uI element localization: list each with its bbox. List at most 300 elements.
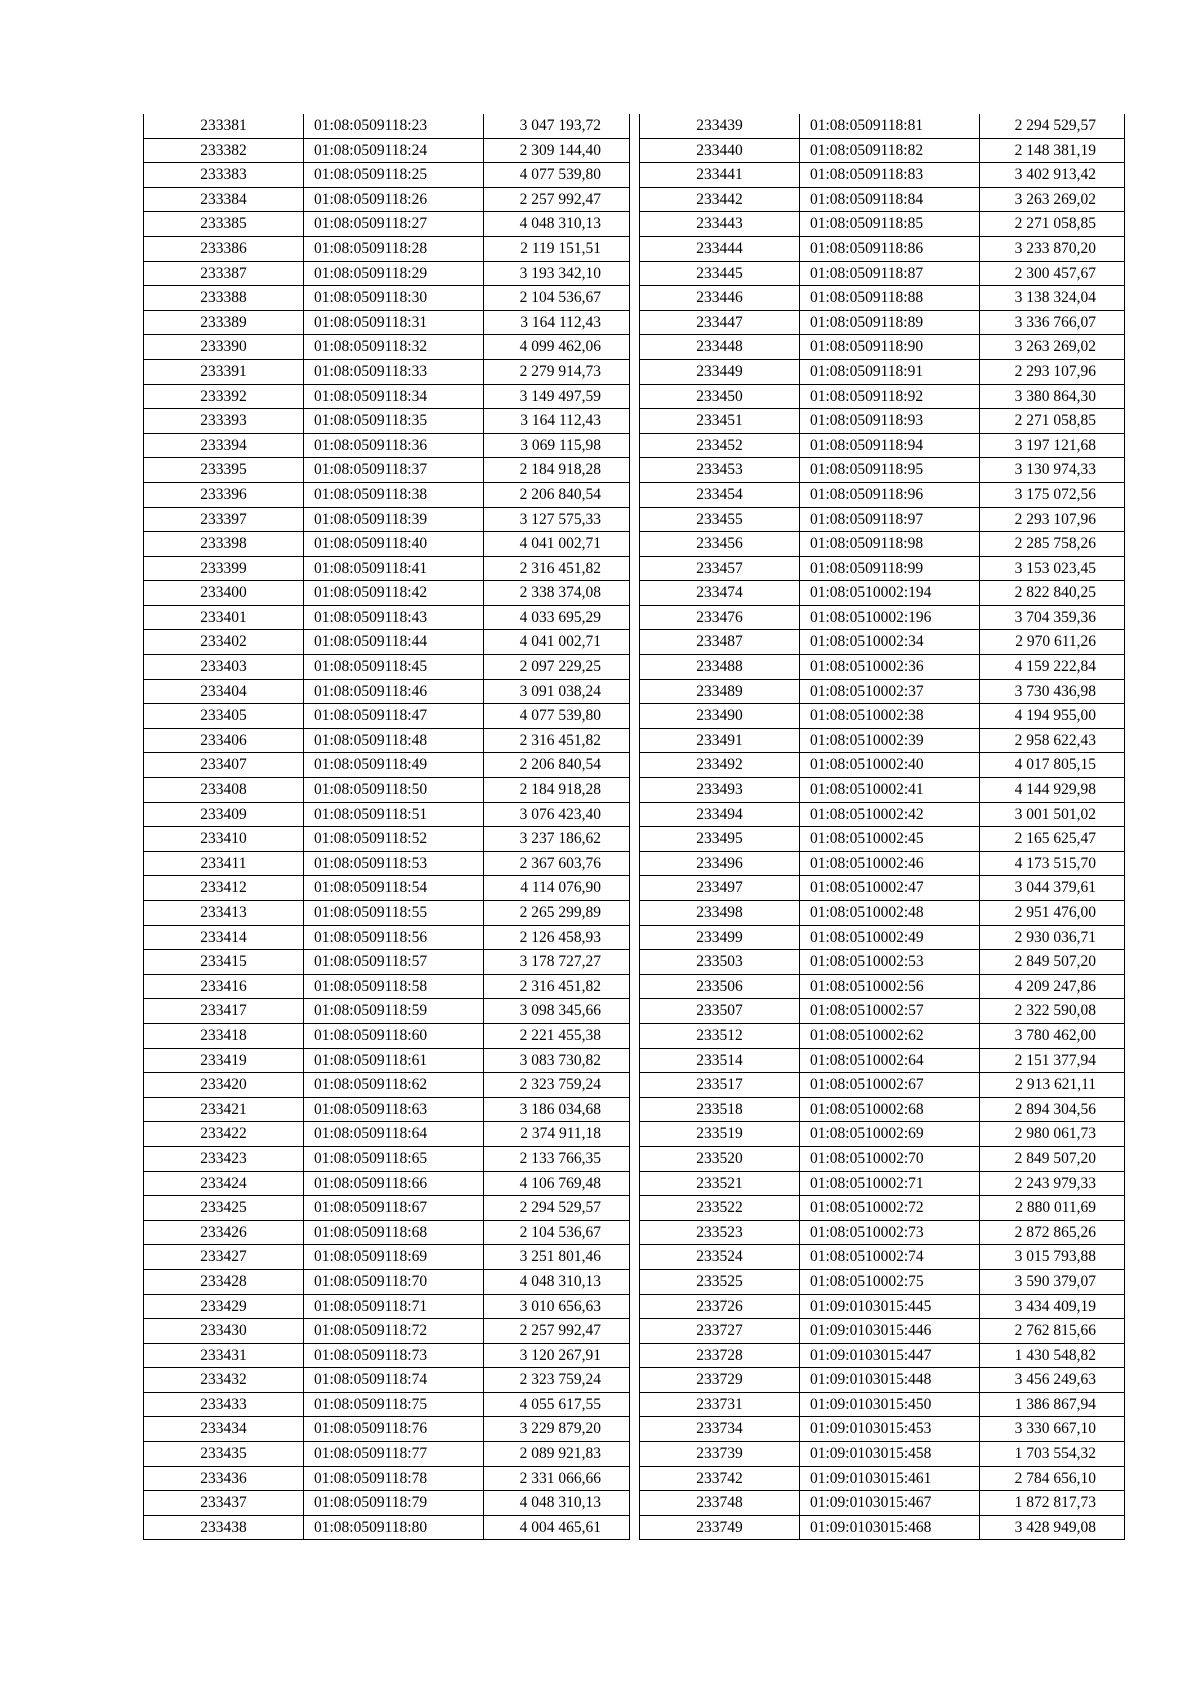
table-row bbox=[640, 1269, 1125, 1294]
table-row bbox=[144, 876, 630, 901]
value-cell: 4 048 310,13 bbox=[484, 1269, 630, 1294]
object-number-cell: 233728 bbox=[640, 1343, 800, 1368]
cadastral-number-cell: 01:08:0509118:51 bbox=[304, 802, 484, 827]
cadastral-number-cell: 01:08:0509118:27 bbox=[304, 212, 484, 237]
cadastre-table-right bbox=[639, 114, 1125, 1540]
table-row bbox=[144, 507, 630, 532]
table-row bbox=[640, 1245, 1125, 1270]
table-row bbox=[144, 1343, 630, 1368]
value-cell: 3 130 974,33 bbox=[980, 458, 1125, 483]
object-number-cell: 233493 bbox=[640, 778, 800, 803]
table-row bbox=[144, 261, 630, 286]
cadastral-number-cell: 01:09:0103015:467 bbox=[800, 1491, 980, 1516]
table-row bbox=[640, 409, 1125, 434]
object-number-cell: 233388 bbox=[144, 286, 304, 311]
table-row bbox=[144, 1491, 630, 1516]
object-number-cell: 233444 bbox=[640, 236, 800, 261]
cadastral-number-cell: 01:08:0509118:75 bbox=[304, 1392, 484, 1417]
value-cell: 2 165 625,47 bbox=[980, 827, 1125, 852]
value-cell: 4 159 222,84 bbox=[980, 655, 1125, 680]
table-row bbox=[144, 1368, 630, 1393]
value-cell: 2 206 840,54 bbox=[484, 753, 630, 778]
cadastral-number-cell: 01:08:0509118:58 bbox=[304, 974, 484, 999]
object-number-cell: 233391 bbox=[144, 359, 304, 384]
object-number-cell: 233522 bbox=[640, 1196, 800, 1221]
value-cell: 3 263 269,02 bbox=[980, 335, 1125, 360]
value-cell: 3 127 575,33 bbox=[484, 507, 630, 532]
cadastral-number-cell: 01:08:0510002:45 bbox=[800, 827, 980, 852]
object-number-cell: 233449 bbox=[640, 359, 800, 384]
table-row bbox=[640, 630, 1125, 655]
cadastral-number-cell: 01:08:0509118:64 bbox=[304, 1122, 484, 1147]
table-row bbox=[144, 163, 630, 188]
cadastral-number-cell: 01:08:0509118:68 bbox=[304, 1220, 484, 1245]
value-cell: 2 257 992,47 bbox=[484, 187, 630, 212]
table-row bbox=[640, 1196, 1125, 1221]
value-cell: 3 780 462,00 bbox=[980, 1023, 1125, 1048]
object-number-cell: 233410 bbox=[144, 827, 304, 852]
value-cell: 2 089 921,83 bbox=[484, 1442, 630, 1467]
value-cell: 2 104 536,67 bbox=[484, 1220, 630, 1245]
object-number-cell: 233437 bbox=[144, 1491, 304, 1516]
value-cell: 2 104 536,67 bbox=[484, 286, 630, 311]
table-row bbox=[640, 114, 1125, 138]
table-row bbox=[640, 1392, 1125, 1417]
object-number-cell: 233421 bbox=[144, 1097, 304, 1122]
cadastral-number-cell: 01:08:0510002:62 bbox=[800, 1023, 980, 1048]
value-cell: 2 293 107,96 bbox=[980, 359, 1125, 384]
value-cell: 2 271 058,85 bbox=[980, 409, 1125, 434]
value-cell: 3 704 359,36 bbox=[980, 605, 1125, 630]
table-row bbox=[640, 704, 1125, 729]
table-row bbox=[640, 507, 1125, 532]
object-number-cell: 233395 bbox=[144, 458, 304, 483]
table-row bbox=[640, 876, 1125, 901]
cadastral-number-cell: 01:08:0510002:75 bbox=[800, 1269, 980, 1294]
cadastral-number-cell: 01:08:0509118:32 bbox=[304, 335, 484, 360]
value-cell: 1 872 817,73 bbox=[980, 1491, 1125, 1516]
table-row bbox=[640, 212, 1125, 237]
table-row bbox=[144, 114, 630, 138]
cadastral-number-cell: 01:08:0510002:37 bbox=[800, 679, 980, 704]
object-number-cell: 233447 bbox=[640, 310, 800, 335]
table-row bbox=[640, 1220, 1125, 1245]
cadastral-number-cell: 01:09:0103015:453 bbox=[800, 1417, 980, 1442]
table-body-left bbox=[144, 114, 630, 1540]
table-row bbox=[144, 851, 630, 876]
object-number-cell: 233424 bbox=[144, 1171, 304, 1196]
value-cell: 2 097 229,25 bbox=[484, 655, 630, 680]
value-cell: 4 048 310,13 bbox=[484, 1491, 630, 1516]
cadastral-number-cell: 01:08:0509118:26 bbox=[304, 187, 484, 212]
value-cell: 4 041 002,71 bbox=[484, 630, 630, 655]
table-row bbox=[144, 1122, 630, 1147]
value-cell: 2 271 058,85 bbox=[980, 212, 1125, 237]
table-row bbox=[640, 1146, 1125, 1171]
object-number-cell: 233383 bbox=[144, 163, 304, 188]
object-number-cell: 233488 bbox=[640, 655, 800, 680]
value-cell: 3 330 667,10 bbox=[980, 1417, 1125, 1442]
table-row bbox=[640, 605, 1125, 630]
table-row bbox=[144, 482, 630, 507]
cadastral-number-cell: 01:08:0510002:194 bbox=[800, 581, 980, 606]
object-number-cell: 233416 bbox=[144, 974, 304, 999]
object-number-cell: 233405 bbox=[144, 704, 304, 729]
object-number-cell: 233443 bbox=[640, 212, 800, 237]
object-number-cell: 233413 bbox=[144, 901, 304, 926]
object-number-cell: 233430 bbox=[144, 1319, 304, 1344]
cadastral-number-cell: 01:09:0103015:445 bbox=[800, 1294, 980, 1319]
value-cell: 2 126 458,93 bbox=[484, 925, 630, 950]
table-row bbox=[640, 482, 1125, 507]
cadastral-number-cell: 01:08:0509118:79 bbox=[304, 1491, 484, 1516]
cadastral-number-cell: 01:09:0103015:447 bbox=[800, 1343, 980, 1368]
value-cell: 2 294 529,57 bbox=[484, 1196, 630, 1221]
table-row bbox=[144, 1294, 630, 1319]
table-row bbox=[144, 1442, 630, 1467]
value-cell: 4 033 695,29 bbox=[484, 605, 630, 630]
cadastral-number-cell: 01:08:0509118:61 bbox=[304, 1048, 484, 1073]
cadastral-number-cell: 01:08:0510002:64 bbox=[800, 1048, 980, 1073]
object-number-cell: 233415 bbox=[144, 950, 304, 975]
cadastral-number-cell: 01:08:0510002:69 bbox=[800, 1122, 980, 1147]
cadastral-number-cell: 01:09:0103015:458 bbox=[800, 1442, 980, 1467]
cadastral-number-cell: 01:08:0510002:34 bbox=[800, 630, 980, 655]
cadastral-number-cell: 01:08:0509118:25 bbox=[304, 163, 484, 188]
object-number-cell: 233420 bbox=[144, 1073, 304, 1098]
table-row bbox=[640, 556, 1125, 581]
table-row bbox=[144, 1269, 630, 1294]
value-cell: 3 233 870,20 bbox=[980, 236, 1125, 261]
value-cell: 2 243 979,33 bbox=[980, 1171, 1125, 1196]
value-cell: 1 703 554,32 bbox=[980, 1442, 1125, 1467]
value-cell: 4 209 247,86 bbox=[980, 974, 1125, 999]
object-number-cell: 233390 bbox=[144, 335, 304, 360]
cadastral-number-cell: 01:08:0510002:42 bbox=[800, 802, 980, 827]
value-cell: 2 849 507,20 bbox=[980, 950, 1125, 975]
value-cell: 2 822 840,25 bbox=[980, 581, 1125, 606]
value-cell: 3 069 115,98 bbox=[484, 433, 630, 458]
value-cell: 2 133 766,35 bbox=[484, 1146, 630, 1171]
value-cell: 4 041 002,71 bbox=[484, 532, 630, 557]
value-cell: 2 880 011,69 bbox=[980, 1196, 1125, 1221]
cadastral-number-cell: 01:08:0509118:81 bbox=[800, 114, 980, 138]
object-number-cell: 233503 bbox=[640, 950, 800, 975]
table-row bbox=[640, 1491, 1125, 1516]
value-cell: 2 970 611,26 bbox=[980, 630, 1125, 655]
object-number-cell: 233517 bbox=[640, 1073, 800, 1098]
table-row bbox=[144, 704, 630, 729]
object-number-cell: 233452 bbox=[640, 433, 800, 458]
table-row bbox=[640, 827, 1125, 852]
cadastral-number-cell: 01:08:0509118:88 bbox=[800, 286, 980, 311]
object-number-cell: 233398 bbox=[144, 532, 304, 557]
value-cell: 3 590 379,07 bbox=[980, 1269, 1125, 1294]
object-number-cell: 233731 bbox=[640, 1392, 800, 1417]
table-row bbox=[144, 556, 630, 581]
object-number-cell: 233411 bbox=[144, 851, 304, 876]
cadastral-number-cell: 01:08:0509118:77 bbox=[304, 1442, 484, 1467]
object-number-cell: 233448 bbox=[640, 335, 800, 360]
cadastral-number-cell: 01:08:0510002:56 bbox=[800, 974, 980, 999]
value-cell: 2 338 374,08 bbox=[484, 581, 630, 606]
table-row bbox=[640, 310, 1125, 335]
cadastral-number-cell: 01:08:0509118:50 bbox=[304, 778, 484, 803]
table-row bbox=[640, 138, 1125, 163]
value-cell: 2 294 529,57 bbox=[980, 114, 1125, 138]
object-number-cell: 233455 bbox=[640, 507, 800, 532]
cadastral-number-cell: 01:08:0509118:73 bbox=[304, 1343, 484, 1368]
cadastral-number-cell: 01:08:0509118:40 bbox=[304, 532, 484, 557]
object-number-cell: 233393 bbox=[144, 409, 304, 434]
object-number-cell: 233519 bbox=[640, 1122, 800, 1147]
table-row bbox=[144, 1466, 630, 1491]
table-row bbox=[144, 1048, 630, 1073]
value-cell: 4 004 465,61 bbox=[484, 1515, 630, 1540]
table-row bbox=[640, 851, 1125, 876]
value-cell: 2 316 451,82 bbox=[484, 728, 630, 753]
value-cell: 2 331 066,66 bbox=[484, 1466, 630, 1491]
object-number-cell: 233404 bbox=[144, 679, 304, 704]
table-row bbox=[144, 901, 630, 926]
table-row bbox=[144, 950, 630, 975]
object-number-cell: 233428 bbox=[144, 1269, 304, 1294]
cadastral-number-cell: 01:08:0510002:57 bbox=[800, 999, 980, 1024]
value-cell: 2 293 107,96 bbox=[980, 507, 1125, 532]
object-number-cell: 233441 bbox=[640, 163, 800, 188]
table-row bbox=[144, 433, 630, 458]
cadastral-number-cell: 01:08:0509118:44 bbox=[304, 630, 484, 655]
object-number-cell: 233401 bbox=[144, 605, 304, 630]
table-row bbox=[144, 778, 630, 803]
cadastral-number-cell: 01:08:0509118:30 bbox=[304, 286, 484, 311]
object-number-cell: 233434 bbox=[144, 1417, 304, 1442]
cadastral-number-cell: 01:09:0103015:468 bbox=[800, 1515, 980, 1540]
cadastral-number-cell: 01:08:0509118:62 bbox=[304, 1073, 484, 1098]
cadastral-number-cell: 01:08:0509118:71 bbox=[304, 1294, 484, 1319]
cadastral-number-cell: 01:08:0509118:33 bbox=[304, 359, 484, 384]
table-row bbox=[144, 753, 630, 778]
cadastral-number-cell: 01:08:0509118:69 bbox=[304, 1245, 484, 1270]
value-cell: 3 434 409,19 bbox=[980, 1294, 1125, 1319]
object-number-cell: 233457 bbox=[640, 556, 800, 581]
cadastral-number-cell: 01:08:0509118:80 bbox=[304, 1515, 484, 1540]
cadastral-number-cell: 01:08:0509118:95 bbox=[800, 458, 980, 483]
value-cell: 2 221 455,38 bbox=[484, 1023, 630, 1048]
object-number-cell: 233498 bbox=[640, 901, 800, 926]
table-row bbox=[144, 1220, 630, 1245]
object-number-cell: 233403 bbox=[144, 655, 304, 680]
cadastral-number-cell: 01:08:0509118:38 bbox=[304, 482, 484, 507]
cadastral-number-cell: 01:09:0103015:446 bbox=[800, 1319, 980, 1344]
value-cell: 3 010 656,63 bbox=[484, 1294, 630, 1319]
table-row bbox=[640, 1466, 1125, 1491]
value-cell: 3 153 023,45 bbox=[980, 556, 1125, 581]
cadastral-number-cell: 01:08:0509118:89 bbox=[800, 310, 980, 335]
object-number-cell: 233417 bbox=[144, 999, 304, 1024]
object-number-cell: 233438 bbox=[144, 1515, 304, 1540]
cadastral-number-cell: 01:08:0510002:67 bbox=[800, 1073, 980, 1098]
value-cell: 4 055 617,55 bbox=[484, 1392, 630, 1417]
table-row bbox=[144, 999, 630, 1024]
object-number-cell: 233474 bbox=[640, 581, 800, 606]
value-cell: 2 279 914,73 bbox=[484, 359, 630, 384]
value-cell: 3 193 342,10 bbox=[484, 261, 630, 286]
value-cell: 2 285 758,26 bbox=[980, 532, 1125, 557]
cadastral-number-cell: 01:08:0509118:84 bbox=[800, 187, 980, 212]
cadastral-number-cell: 01:08:0509118:82 bbox=[800, 138, 980, 163]
object-number-cell: 233408 bbox=[144, 778, 304, 803]
object-number-cell: 233446 bbox=[640, 286, 800, 311]
table-row bbox=[144, 187, 630, 212]
cadastral-number-cell: 01:08:0510002:38 bbox=[800, 704, 980, 729]
cadastral-number-cell: 01:08:0509118:57 bbox=[304, 950, 484, 975]
object-number-cell: 233518 bbox=[640, 1097, 800, 1122]
table-row bbox=[144, 1392, 630, 1417]
value-cell: 2 300 457,67 bbox=[980, 261, 1125, 286]
table-row bbox=[640, 335, 1125, 360]
cadastral-number-cell: 01:08:0510002:73 bbox=[800, 1220, 980, 1245]
table-row bbox=[144, 1146, 630, 1171]
value-cell: 3 091 038,24 bbox=[484, 679, 630, 704]
cadastral-number-cell: 01:08:0509118:72 bbox=[304, 1319, 484, 1344]
value-cell: 3 047 193,72 bbox=[484, 114, 630, 138]
value-cell: 3 186 034,68 bbox=[484, 1097, 630, 1122]
table-row bbox=[640, 1122, 1125, 1147]
table-row bbox=[144, 236, 630, 261]
cadastral-number-cell: 01:08:0509118:90 bbox=[800, 335, 980, 360]
value-cell: 2 951 476,00 bbox=[980, 901, 1125, 926]
value-cell: 3 164 112,43 bbox=[484, 409, 630, 434]
object-number-cell: 233406 bbox=[144, 728, 304, 753]
object-number-cell: 233402 bbox=[144, 630, 304, 655]
table-row bbox=[640, 1343, 1125, 1368]
table-row bbox=[144, 974, 630, 999]
cadastral-number-cell: 01:08:0509118:52 bbox=[304, 827, 484, 852]
table-row bbox=[640, 950, 1125, 975]
table-row bbox=[144, 1515, 630, 1540]
table-row bbox=[640, 728, 1125, 753]
value-cell: 3 380 864,30 bbox=[980, 384, 1125, 409]
cadastral-number-cell: 01:08:0509118:48 bbox=[304, 728, 484, 753]
value-cell: 4 077 539,80 bbox=[484, 704, 630, 729]
value-cell: 3 336 766,07 bbox=[980, 310, 1125, 335]
value-cell: 2 323 759,24 bbox=[484, 1073, 630, 1098]
value-cell: 3 402 913,42 bbox=[980, 163, 1125, 188]
value-cell: 2 930 036,71 bbox=[980, 925, 1125, 950]
cadastral-number-cell: 01:08:0510002:72 bbox=[800, 1196, 980, 1221]
value-cell: 4 144 929,98 bbox=[980, 778, 1125, 803]
table-row bbox=[640, 679, 1125, 704]
value-cell: 3 001 501,02 bbox=[980, 802, 1125, 827]
table-row bbox=[640, 974, 1125, 999]
object-number-cell: 233491 bbox=[640, 728, 800, 753]
object-number-cell: 233397 bbox=[144, 507, 304, 532]
value-cell: 4 077 539,80 bbox=[484, 163, 630, 188]
cadastral-number-cell: 01:08:0509118:83 bbox=[800, 163, 980, 188]
cadastral-number-cell: 01:08:0510002:71 bbox=[800, 1171, 980, 1196]
object-number-cell: 233445 bbox=[640, 261, 800, 286]
cadastral-number-cell: 01:08:0509118:70 bbox=[304, 1269, 484, 1294]
value-cell: 2 849 507,20 bbox=[980, 1146, 1125, 1171]
object-number-cell: 233506 bbox=[640, 974, 800, 999]
table-row bbox=[144, 1023, 630, 1048]
object-number-cell: 233439 bbox=[640, 114, 800, 138]
object-number-cell: 233524 bbox=[640, 1245, 800, 1270]
object-number-cell: 233512 bbox=[640, 1023, 800, 1048]
table-row bbox=[640, 1417, 1125, 1442]
table-row bbox=[144, 458, 630, 483]
object-number-cell: 233396 bbox=[144, 482, 304, 507]
object-number-cell: 233387 bbox=[144, 261, 304, 286]
cadastral-number-cell: 01:08:0509118:86 bbox=[800, 236, 980, 261]
table-row bbox=[144, 827, 630, 852]
cadastral-number-cell: 01:08:0510002:39 bbox=[800, 728, 980, 753]
object-number-cell: 233419 bbox=[144, 1048, 304, 1073]
object-number-cell: 233726 bbox=[640, 1294, 800, 1319]
value-cell: 3 098 345,66 bbox=[484, 999, 630, 1024]
cadastral-number-cell: 01:08:0509118:63 bbox=[304, 1097, 484, 1122]
cadastral-number-cell: 01:08:0509118:36 bbox=[304, 433, 484, 458]
cadastral-number-cell: 01:08:0509118:46 bbox=[304, 679, 484, 704]
object-number-cell: 233729 bbox=[640, 1368, 800, 1393]
table-row bbox=[640, 1442, 1125, 1467]
table-row bbox=[144, 802, 630, 827]
cadastral-number-cell: 01:08:0509118:91 bbox=[800, 359, 980, 384]
table-row bbox=[640, 1515, 1125, 1540]
value-cell: 2 257 992,47 bbox=[484, 1319, 630, 1344]
cadastral-number-cell: 01:08:0509118:28 bbox=[304, 236, 484, 261]
table-row bbox=[144, 630, 630, 655]
table-row bbox=[640, 261, 1125, 286]
table-row bbox=[144, 384, 630, 409]
table-row bbox=[640, 433, 1125, 458]
table-row bbox=[640, 1319, 1125, 1344]
object-number-cell: 233426 bbox=[144, 1220, 304, 1245]
table-row bbox=[640, 581, 1125, 606]
cadastral-number-cell: 01:08:0509118:93 bbox=[800, 409, 980, 434]
cadastral-number-cell: 01:08:0510002:68 bbox=[800, 1097, 980, 1122]
object-number-cell: 233429 bbox=[144, 1294, 304, 1319]
table-row bbox=[144, 679, 630, 704]
object-number-cell: 233748 bbox=[640, 1491, 800, 1516]
cadastral-number-cell: 01:08:0509118:99 bbox=[800, 556, 980, 581]
table-row bbox=[640, 163, 1125, 188]
cadastral-number-cell: 01:08:0510002:40 bbox=[800, 753, 980, 778]
value-cell: 2 184 918,28 bbox=[484, 778, 630, 803]
value-cell: 4 048 310,13 bbox=[484, 212, 630, 237]
cadastral-number-cell: 01:08:0509118:41 bbox=[304, 556, 484, 581]
object-number-cell: 233489 bbox=[640, 679, 800, 704]
cadastral-number-cell: 01:08:0509118:85 bbox=[800, 212, 980, 237]
cadastral-number-cell: 01:08:0509118:42 bbox=[304, 581, 484, 606]
value-cell: 3 197 121,68 bbox=[980, 433, 1125, 458]
value-cell: 2 958 622,43 bbox=[980, 728, 1125, 753]
table-row bbox=[144, 286, 630, 311]
table-row bbox=[640, 458, 1125, 483]
table-row bbox=[144, 605, 630, 630]
value-cell: 2 206 840,54 bbox=[484, 482, 630, 507]
cadastral-number-cell: 01:08:0509118:65 bbox=[304, 1146, 484, 1171]
value-cell: 3 044 379,61 bbox=[980, 876, 1125, 901]
table-row bbox=[640, 655, 1125, 680]
table-row bbox=[144, 1417, 630, 1442]
object-number-cell: 233381 bbox=[144, 114, 304, 138]
object-number-cell: 233476 bbox=[640, 605, 800, 630]
object-number-cell: 233382 bbox=[144, 138, 304, 163]
value-cell: 2 119 151,51 bbox=[484, 236, 630, 261]
object-number-cell: 233456 bbox=[640, 532, 800, 557]
